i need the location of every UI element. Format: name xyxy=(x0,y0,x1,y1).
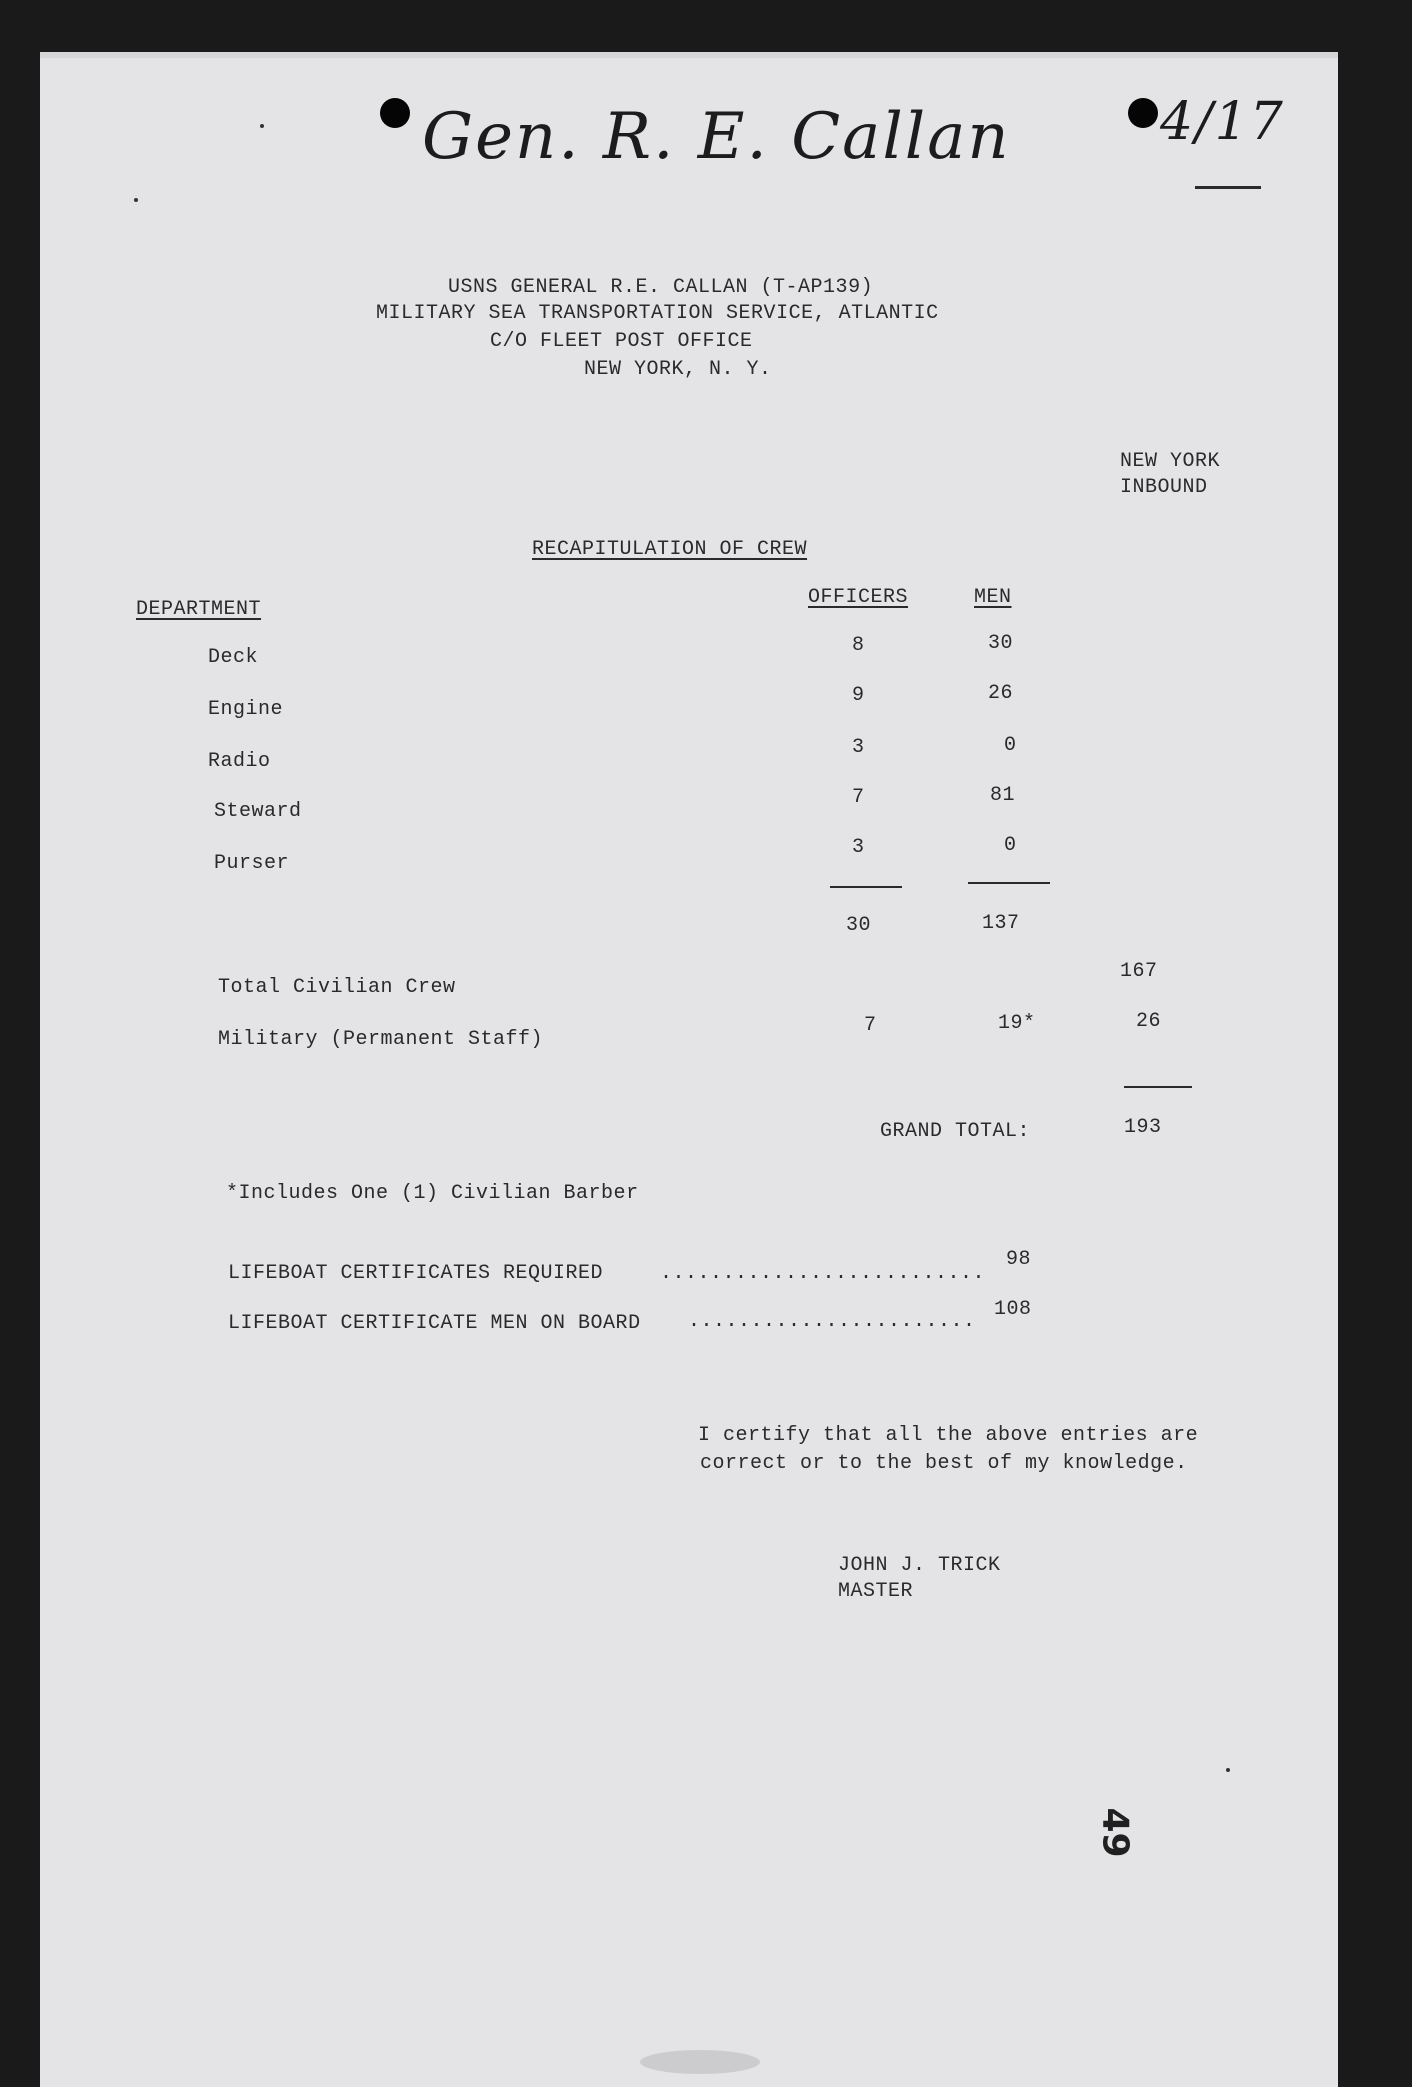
lifeboat-required-leader: .......................... xyxy=(660,1262,986,1285)
paper-speck xyxy=(260,124,264,128)
military-label: Military (Permanent Staff) xyxy=(218,1028,544,1051)
paper-smudge xyxy=(640,2050,760,2074)
row-officers: 3 xyxy=(852,736,865,759)
row-men: 0 xyxy=(1004,834,1017,857)
military-officers: 7 xyxy=(864,1014,877,1037)
row-department: Deck xyxy=(208,646,259,669)
corner-note-underline xyxy=(1195,186,1261,189)
page-number: 49 xyxy=(1094,1807,1136,1858)
row-department: Radio xyxy=(208,750,271,773)
officers-subtotal: 30 xyxy=(846,914,872,937)
men-subtotal: 137 xyxy=(982,912,1020,935)
grand-total-value: 193 xyxy=(1124,1116,1162,1139)
grand-total-rule xyxy=(1124,1086,1192,1088)
lifeboat-required-label: LIFEBOAT CERTIFICATES REQUIRED xyxy=(228,1262,604,1285)
row-department: Engine xyxy=(208,698,284,721)
total-civilian-value: 167 xyxy=(1120,960,1158,983)
row-men: 26 xyxy=(988,682,1014,705)
lifeboat-required-value: 98 xyxy=(1006,1248,1032,1271)
column-header-department: DEPARTMENT xyxy=(136,598,262,621)
handwritten-corner-note: 4/17 xyxy=(1160,92,1285,152)
paper-speck xyxy=(1226,1768,1230,1772)
column-header-officers: OFFICERS xyxy=(808,586,909,609)
certification-line-1: I certify that all the above entries are xyxy=(698,1424,1199,1447)
men-sum-rule xyxy=(968,882,1050,884)
handwritten-title: Gen. R. E. Callan xyxy=(422,100,1011,174)
header-line-2: MILITARY SEA TRANSPORTATION SERVICE, ATLANTIC xyxy=(376,302,939,325)
port-direction: INBOUND xyxy=(1120,476,1208,499)
column-header-men: MEN xyxy=(974,586,1012,609)
lifeboat-onboard-leader: ....................... xyxy=(688,1310,976,1333)
header-line-4: NEW YORK, N. Y. xyxy=(584,358,772,381)
paper-speck xyxy=(134,198,138,202)
row-men: 81 xyxy=(990,784,1016,807)
header-line-3: C/O FLEET POST OFFICE xyxy=(490,330,753,353)
military-total: 26 xyxy=(1136,1010,1162,1033)
row-officers: 3 xyxy=(852,836,865,859)
header-line-1: USNS GENERAL R.E. CALLAN (T-AP139) xyxy=(448,276,874,299)
signatory-name: JOHN J. TRICK xyxy=(838,1554,1001,1577)
military-men: 19* xyxy=(998,1012,1036,1035)
footnote: *Includes One (1) Civilian Barber xyxy=(226,1182,639,1205)
document-title: RECAPITULATION OF CREW xyxy=(532,538,808,561)
port-city: NEW YORK xyxy=(1120,450,1221,473)
row-officers: 9 xyxy=(852,684,865,707)
row-department: Steward xyxy=(214,800,302,823)
officers-sum-rule xyxy=(830,886,902,888)
row-officers: 8 xyxy=(852,634,865,657)
row-men: 0 xyxy=(1004,734,1017,757)
lifeboat-onboard-value: 108 xyxy=(994,1298,1032,1321)
row-department: Purser xyxy=(214,852,290,875)
punch-hole-left xyxy=(380,98,410,128)
punch-hole-right xyxy=(1128,98,1158,128)
page-top-edge xyxy=(40,52,1338,58)
signatory-title: MASTER xyxy=(838,1580,914,1603)
total-civilian-label: Total Civilian Crew xyxy=(218,976,456,999)
row-men: 30 xyxy=(988,632,1014,655)
row-officers: 7 xyxy=(852,786,865,809)
grand-total-label: GRAND TOTAL: xyxy=(880,1120,1031,1143)
certification-line-2: correct or to the best of my knowledge. xyxy=(700,1452,1188,1475)
lifeboat-onboard-label: LIFEBOAT CERTIFICATE MEN ON BOARD xyxy=(228,1312,641,1335)
